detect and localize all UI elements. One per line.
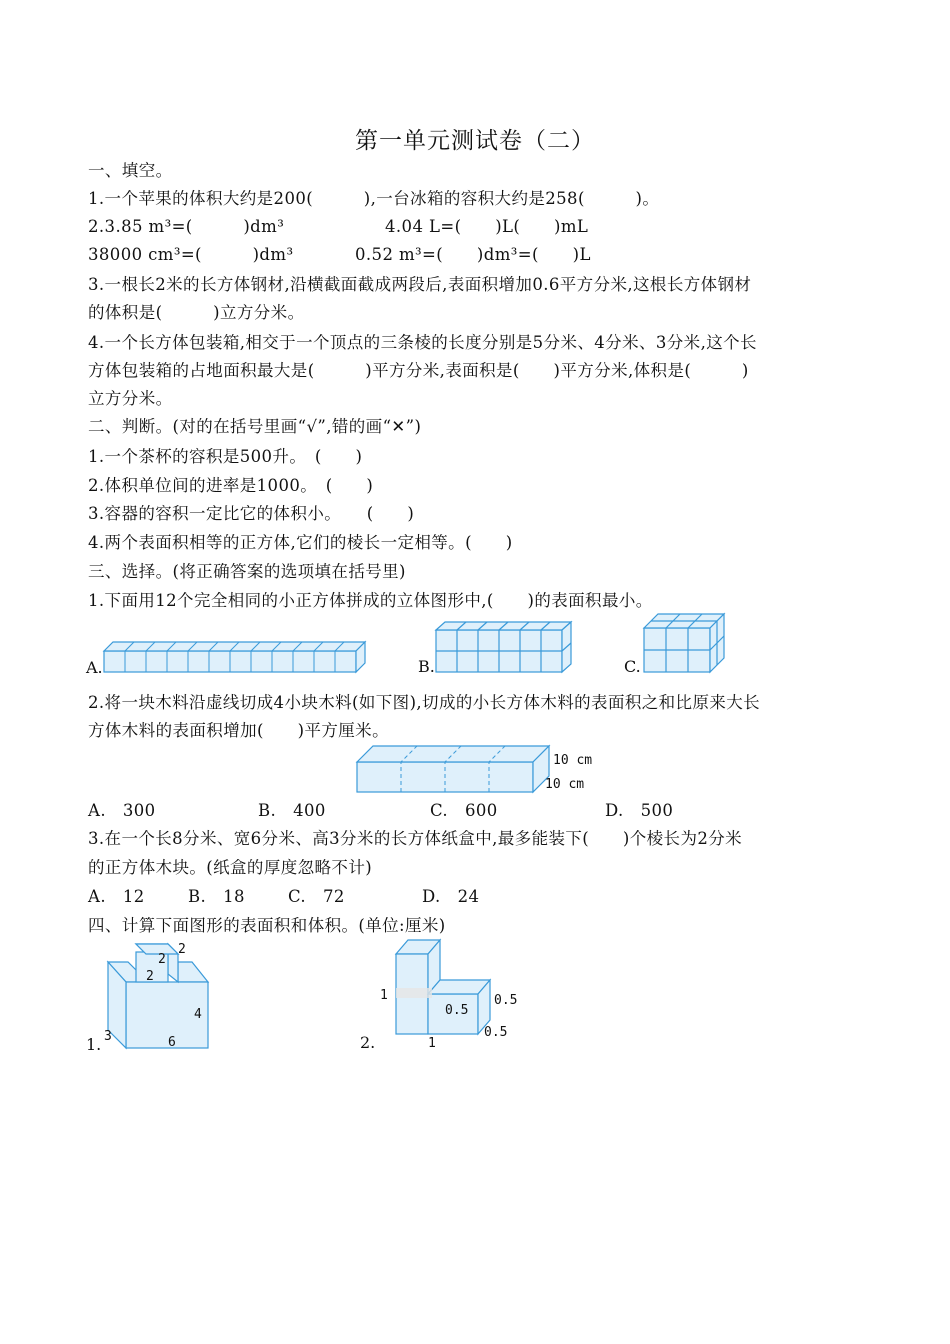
cube-block-c-figure bbox=[624, 610, 724, 682]
fig2-label-length: 1 bbox=[428, 1036, 436, 1051]
fill-q1: 1.一个苹果的体积大约是200( ),一台冰箱的容积大约是258( )。 bbox=[88, 189, 660, 208]
judge-q1: 1.一个茶杯的容积是500升。 ( ) bbox=[88, 447, 363, 466]
fill-q2d: 0.52 m³=( )dm³=( )L bbox=[355, 245, 591, 264]
fig1-label-cube-height: 2 bbox=[146, 969, 154, 984]
judge-q3: 3.容器的容积一定比它的体积小。 ( ) bbox=[88, 504, 415, 523]
figure-1-number: 1. bbox=[86, 1035, 102, 1054]
q2-option-c: C. 600 bbox=[430, 801, 498, 820]
fig2-label-step-height: 0.5 bbox=[445, 1003, 469, 1018]
choice-q2-line2: 方体木料的表面积增加( )平方厘米。 bbox=[88, 721, 389, 740]
choice-q3-line1: 3.在一个长8分米、宽6分米、高3分米的长方体纸盒中,最多能装下( )个棱长为2分米 bbox=[88, 829, 743, 848]
height-label: 10 cm bbox=[553, 753, 593, 768]
fig1-label-length: 6 bbox=[168, 1035, 176, 1050]
cube-block-b-figure bbox=[418, 620, 578, 682]
fill-q4-line2: 方体包装箱的占地面积最大是( )平方分米,表面积是( )平方分米,体积是( ) bbox=[88, 361, 749, 380]
q2-option-d: D. 500 bbox=[605, 801, 674, 820]
wood-block-figure bbox=[355, 742, 605, 798]
q3-option-c: C. 72 bbox=[288, 887, 345, 906]
fill-q4-line1: 4.一个长方体包装箱,相交于一个顶点的三条棱的长度分别是5分米、4分米、3分米,这个长 bbox=[88, 333, 757, 352]
cube-row-figure bbox=[86, 630, 376, 682]
section-2-heading: 二、判断。(对的在括号里画“√”,错的画“✕”) bbox=[88, 417, 422, 436]
judge-q2: 2.体积单位间的进率是1000。 ( ) bbox=[88, 476, 374, 495]
fig2-label-depth: 0.5 bbox=[484, 1025, 508, 1040]
judge-q4: 4.两个表面积相等的正方体,它们的棱长一定相等。( ) bbox=[88, 533, 513, 552]
fill-q3-line2: 的体积是( )立方分米。 bbox=[88, 303, 305, 322]
section-4-heading: 四、计算下面图形的表面积和体积。(单位:厘米) bbox=[88, 916, 446, 935]
fig2-label-step-width: 0.5 bbox=[494, 993, 518, 1008]
option-a-label: A. bbox=[86, 658, 103, 677]
fig2-label-height: 1 bbox=[380, 988, 388, 1003]
choice-q2-line1: 2.将一块木料沿虚线切成4小块木料(如下图),切成的小长方体木料的表面积之和比原来大长 bbox=[88, 693, 761, 712]
fig1-label-width: 3 bbox=[104, 1029, 112, 1044]
option-c-label: C. bbox=[624, 657, 641, 676]
q2-option-a: A. 300 bbox=[88, 801, 156, 820]
fig1-label-height: 4 bbox=[194, 1007, 202, 1022]
figure-2-number: 2. bbox=[360, 1033, 376, 1052]
fill-q2a: 2.3.85 m³=( )dm³ bbox=[88, 217, 285, 236]
fill-q3-line1: 3.一根长2米的长方体钢材,沿横截面截成两段后,表面积增加0.6平方分米,这根长方体钢材 bbox=[88, 275, 752, 294]
q2-option-b: B. 400 bbox=[258, 801, 326, 820]
width-label: 10 cm bbox=[545, 777, 585, 792]
fill-q2b: 4.04 L=( )L( )mL bbox=[385, 217, 589, 236]
fill-q4-line3: 立方分米。 bbox=[88, 389, 173, 408]
fill-q2c: 38000 cm³=( )dm³ bbox=[88, 245, 294, 264]
choice-q1: 1.下面用12个完全相同的小正方体拼成的立体图形中,( )的表面积最小。 bbox=[88, 591, 653, 610]
l-shaped-solid-figure bbox=[360, 936, 530, 1056]
section-3-heading: 三、选择。(将正确答案的选项填在括号里) bbox=[88, 562, 406, 581]
q3-option-d: D. 24 bbox=[422, 887, 480, 906]
q3-option-a: A. 12 bbox=[88, 887, 145, 906]
fig1-label-top-b: 2 bbox=[178, 942, 186, 957]
choice-q3-line2: 的正方体木块。(纸盒的厚度忽略不计) bbox=[88, 858, 373, 877]
page-title: 第一单元测试卷（二） bbox=[355, 128, 595, 154]
option-b-label: B. bbox=[418, 657, 435, 676]
q3-option-b: B. 18 bbox=[188, 887, 245, 906]
composite-solid-1-figure bbox=[86, 938, 226, 1056]
section-1-heading: 一、填空。 bbox=[88, 161, 173, 180]
fig1-label-top-a: 2 bbox=[158, 952, 166, 967]
